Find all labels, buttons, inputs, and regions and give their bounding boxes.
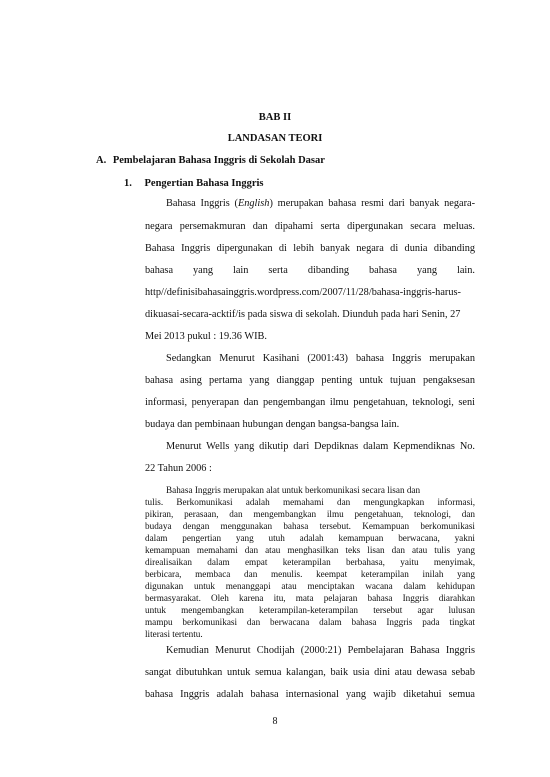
paragraph-line: budaya dan pembinaan hubungan dengan bangsa-bangsa lain. bbox=[145, 419, 400, 430]
quote-line: budaya dengan menggunakan bahasa tersebut. Kemampuan berkomunikasi bbox=[145, 521, 475, 531]
page-number: 8 bbox=[272, 716, 278, 727]
paragraph-line: Mei 2013 pukul : 19.36 WIB. bbox=[145, 331, 267, 342]
quote-line: mampu berkomunikasi dan berwacana dalam bahasa Inggris pada tingkat bbox=[145, 617, 475, 627]
quote-line: digunakan untuk menanggapi atau menciptakan wacana dalam kehidupan bbox=[145, 581, 475, 591]
section-marker: A. bbox=[96, 155, 107, 166]
paragraph-line: Menurut Wells yang dikutip dari Depdiknas dalam Kepmendiknas No. bbox=[166, 441, 475, 452]
chapter-title: LANDASAN TEORI bbox=[227, 133, 323, 144]
quote-line: direalisaikan dalam empat keterampilan berbahasa, yaitu menyimak, bbox=[145, 557, 475, 567]
quote-line: tulis. Berkomunikasi adalah memahami dan mengungkapkan informasi, bbox=[145, 497, 475, 507]
paragraph-line: sangat dibutuhkan untuk semua kalangan, baik usia dini atau dewasa sebab bbox=[145, 667, 475, 678]
chapter-number: BAB II bbox=[258, 112, 292, 123]
quote-line: bermasyarakat. Oleh karena itu, mata pelajaran bahasa Inggris diarahkan bbox=[145, 593, 475, 603]
quote-line: Bahasa Inggris merupakan alat untuk berkomunikasi secara lisan dan bbox=[166, 485, 421, 495]
paragraph-line: bahasa asing pertama yang dianggap penting untuk tujuan pengaksesan bbox=[145, 375, 475, 386]
section-heading bbox=[96, 155, 325, 166]
quote-line: berbicara, membaca dan menulis. keempat keterampilan inilah yang bbox=[145, 569, 475, 579]
quote-line: pikiran, perasaan, dan mengembangkan ilmu pengetahuan, teknologi, dan bbox=[145, 509, 475, 519]
paragraph-line: negara persemakmuran dan dipahami serta dipergunakan secara meluas. bbox=[145, 221, 475, 232]
quote-line: untuk mengembangkan keterampilan-keterampilan tersebut agar lulusan bbox=[145, 605, 475, 615]
section-title: Pembelajaran Bahasa Inggris di Sekolah Dasar bbox=[112, 155, 325, 166]
paragraph-line: 22 Tahun 2006 : bbox=[145, 463, 212, 474]
subsection-heading bbox=[124, 178, 264, 189]
paragraph-line: informasi, penyerapan dan pengembangan ilmu pengetahuan, teknologi, seni bbox=[145, 397, 475, 408]
quote-line: dalam pengertian yang utuh adalah kemampuan berwacana, yakni bbox=[145, 533, 475, 543]
quote-line: kemampuan memahami dan atau menghasilkan teks lisan dan atau tulis yang bbox=[145, 545, 475, 555]
paragraph-line: bahasa yang lain serta dibanding bahasa yang lain. bbox=[145, 265, 475, 276]
paragraph-line: Sedangkan Menurut Kasihani (2001:43) bahasa Inggris merupakan bbox=[166, 353, 475, 364]
paragraph-line: Kemudian Menurut Chodijah (2000:21) Pembelajaran Bahasa Inggris bbox=[166, 645, 475, 656]
quote-line: literasi tertentu. bbox=[145, 629, 203, 639]
paragraph-line: Bahasa Inggris dipergunakan di lebih banyak negara di dunia dibanding bbox=[145, 243, 475, 254]
paragraph-url-line: dikuasai-secara-acktif/is pada siswa di sekolah. Diunduh pada hari Senin, 27 bbox=[145, 309, 461, 320]
paragraph-line: Bahasa Inggris (English) merupakan bahasa resmi dari banyak negara- bbox=[166, 198, 475, 209]
paragraph-line: bahasa Inggris adalah bahasa internasional yang wajib diketahui semua bbox=[145, 689, 475, 700]
subsection-title: Pengertian Bahasa Inggris bbox=[144, 178, 264, 189]
subsection-marker: 1. bbox=[124, 178, 132, 189]
paragraph-url-line: http//definisibahasainggris.wordpress.com/2007/11/28/bahasa-inggris-harus- bbox=[145, 287, 461, 298]
